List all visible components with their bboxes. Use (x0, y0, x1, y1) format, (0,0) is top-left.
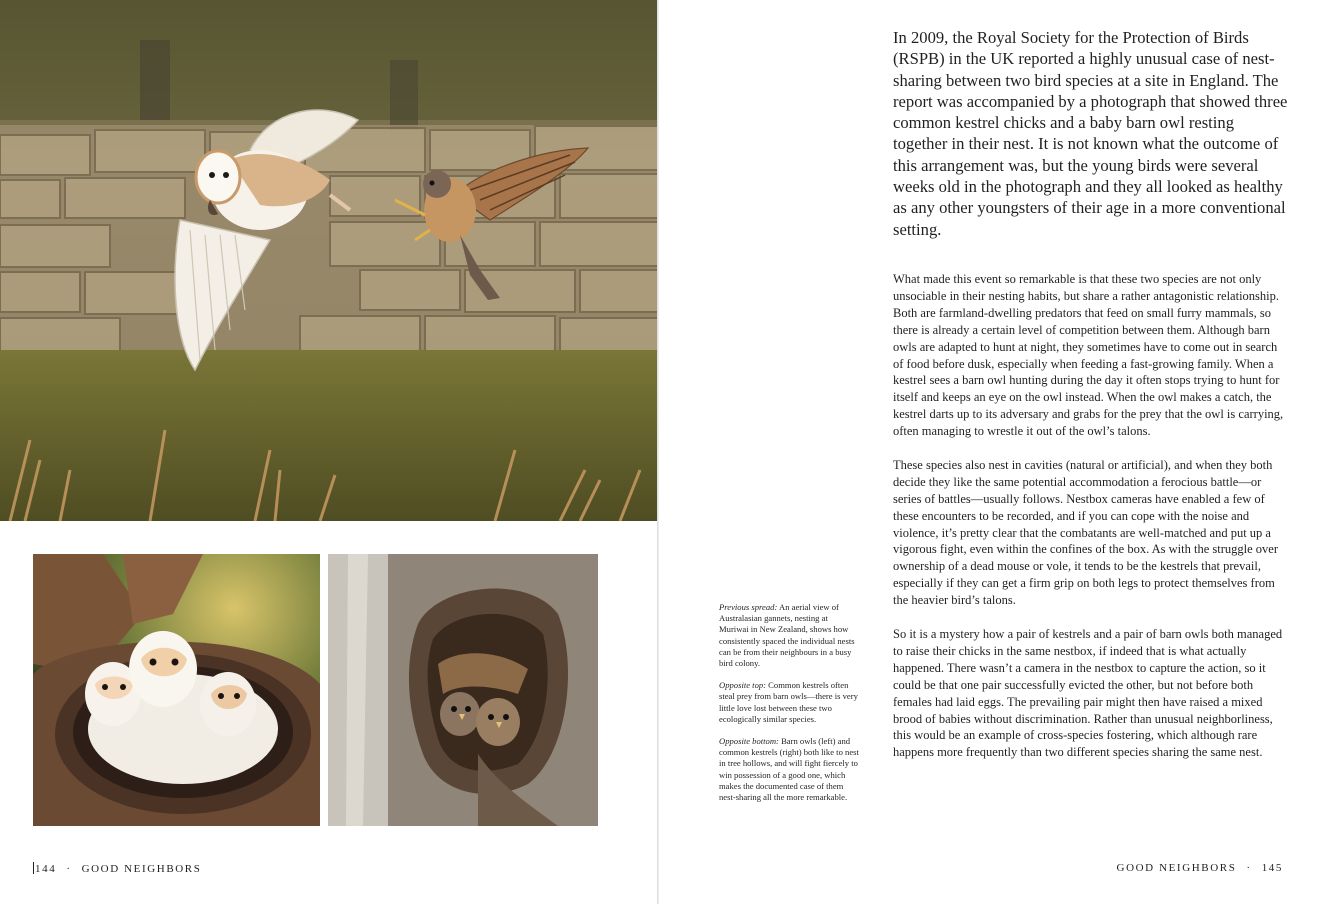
caption-text: Barn owls (left) and common kestrels (right) both like to nest in tree hollows, and will fight fiercely to win possession of a good one, which makes the documented case of them nest-sharing all the more remarkable. (719, 736, 859, 803)
folio-marker (33, 862, 34, 874)
photo-kestrels (328, 554, 598, 826)
caption-lead: Opposite top: (719, 680, 767, 691)
folio-separator: · (1246, 862, 1252, 874)
photo-owlets (33, 554, 320, 826)
caption-opposite-bottom (719, 736, 859, 803)
page-number-left: 144 (35, 863, 57, 875)
folio-left (33, 862, 201, 875)
caption-lead: Opposite bottom: (719, 736, 779, 747)
caption-text: An aerial view of Australasian gannets, nesting at Muriwai in New Zealand, shows how consistently spaced the individual nests can be from their neighbours in a busy bird colony. (719, 602, 855, 669)
caption-text: Common kestrels often steal prey from barn owls—there is very little love lost between these two ecologically similar species. (719, 680, 858, 724)
body-text (893, 271, 1285, 778)
caption-opposite-top (719, 680, 859, 725)
body-paragraph: So it is a mystery how a pair of kestrels and a pair of barn owls both managed to raise their chicks in the same nestbox, if indeed that is what actually happened. There wasn’t a camera in the nestbox to capture the action, so it could be that one pair successfully evicted the other, but not before both females had laid eggs. The prevailing pair might then have raised a mixed brood of babies without discrimination. Rather than unusual neighborliness, this would be an example of cross-species fostering, which although rare happens more frequently than two different species sharing the same nest. (893, 627, 1283, 760)
photo-owlets-icon (33, 554, 320, 826)
photo-owl-kestrel-flight-icon (0, 0, 658, 521)
lede-paragraph: In 2009, the Royal Society for the Protection of Birds (RSPB) in the UK reported a highly unusual case of nest-sharing between two bird species at a site in England. The report was accompanied by a photograph that showed three common kestrel chicks and a baby barn owl resting together in their nest. It is not known what the outcome of this arrangement was, but the young birds were several weeks old in the photograph and they all looked as healthy as any other youngsters of their age in a more conventional setting. (893, 28, 1288, 239)
photo-captions (719, 602, 859, 814)
spine-gutter (657, 0, 659, 904)
body-paragraph: What made this event so remarkable is that these two species are not only unsociable in their nesting habits, but share a rather antagonistic relationship. Both are farmland-dwelling predators that feed on small furry mammals, so there is already a certain level of competition between them. Although barn owls are adapted to hunt at night, they sometimes have to come out in search of food before dusk, especially when feeding a fast-growing family. When a kestrel sees a barn owl hunting during the day it often stops trying to hunt for itself and keeps an eye on the owl instead. When the owl makes a catch, the kestrel darts up to its adversary and grabs for the prey that the owl is carrying, often managing to wrestle it out of the owl’s talons. (893, 272, 1284, 439)
running-head-right: GOOD NEIGHBORS (1116, 862, 1237, 874)
folio-separator: · (66, 863, 72, 875)
body-paragraph: These species also nest in cavities (natural or artificial), and when they both decide they like the same potential accommodation a ferocious battle—or series of battles—usually follows. Nestbox cameras have enabled a few of these encounters to be recorded, and if you can cope with the noise and violence, it’s pretty clear that the combatants are well-matched and put up a vigorous fight, even within the confines of the box. As with the struggle over ownership of a dead mouse or vole, it tends to be the kestrels that prevail, especially if they can get a firm grip on both legs to protect themselves from the heavier bird’s talons. (893, 457, 1279, 608)
caption-lead: Previous spread: (719, 602, 778, 612)
caption-previous-spread (719, 602, 859, 669)
photo-owl-kestrel-flight (0, 0, 658, 521)
folio-right (1117, 862, 1283, 874)
photo-kestrels-icon (328, 554, 598, 826)
page-number-right: 145 (1261, 862, 1283, 874)
running-head-left: GOOD NEIGHBORS (81, 863, 202, 875)
